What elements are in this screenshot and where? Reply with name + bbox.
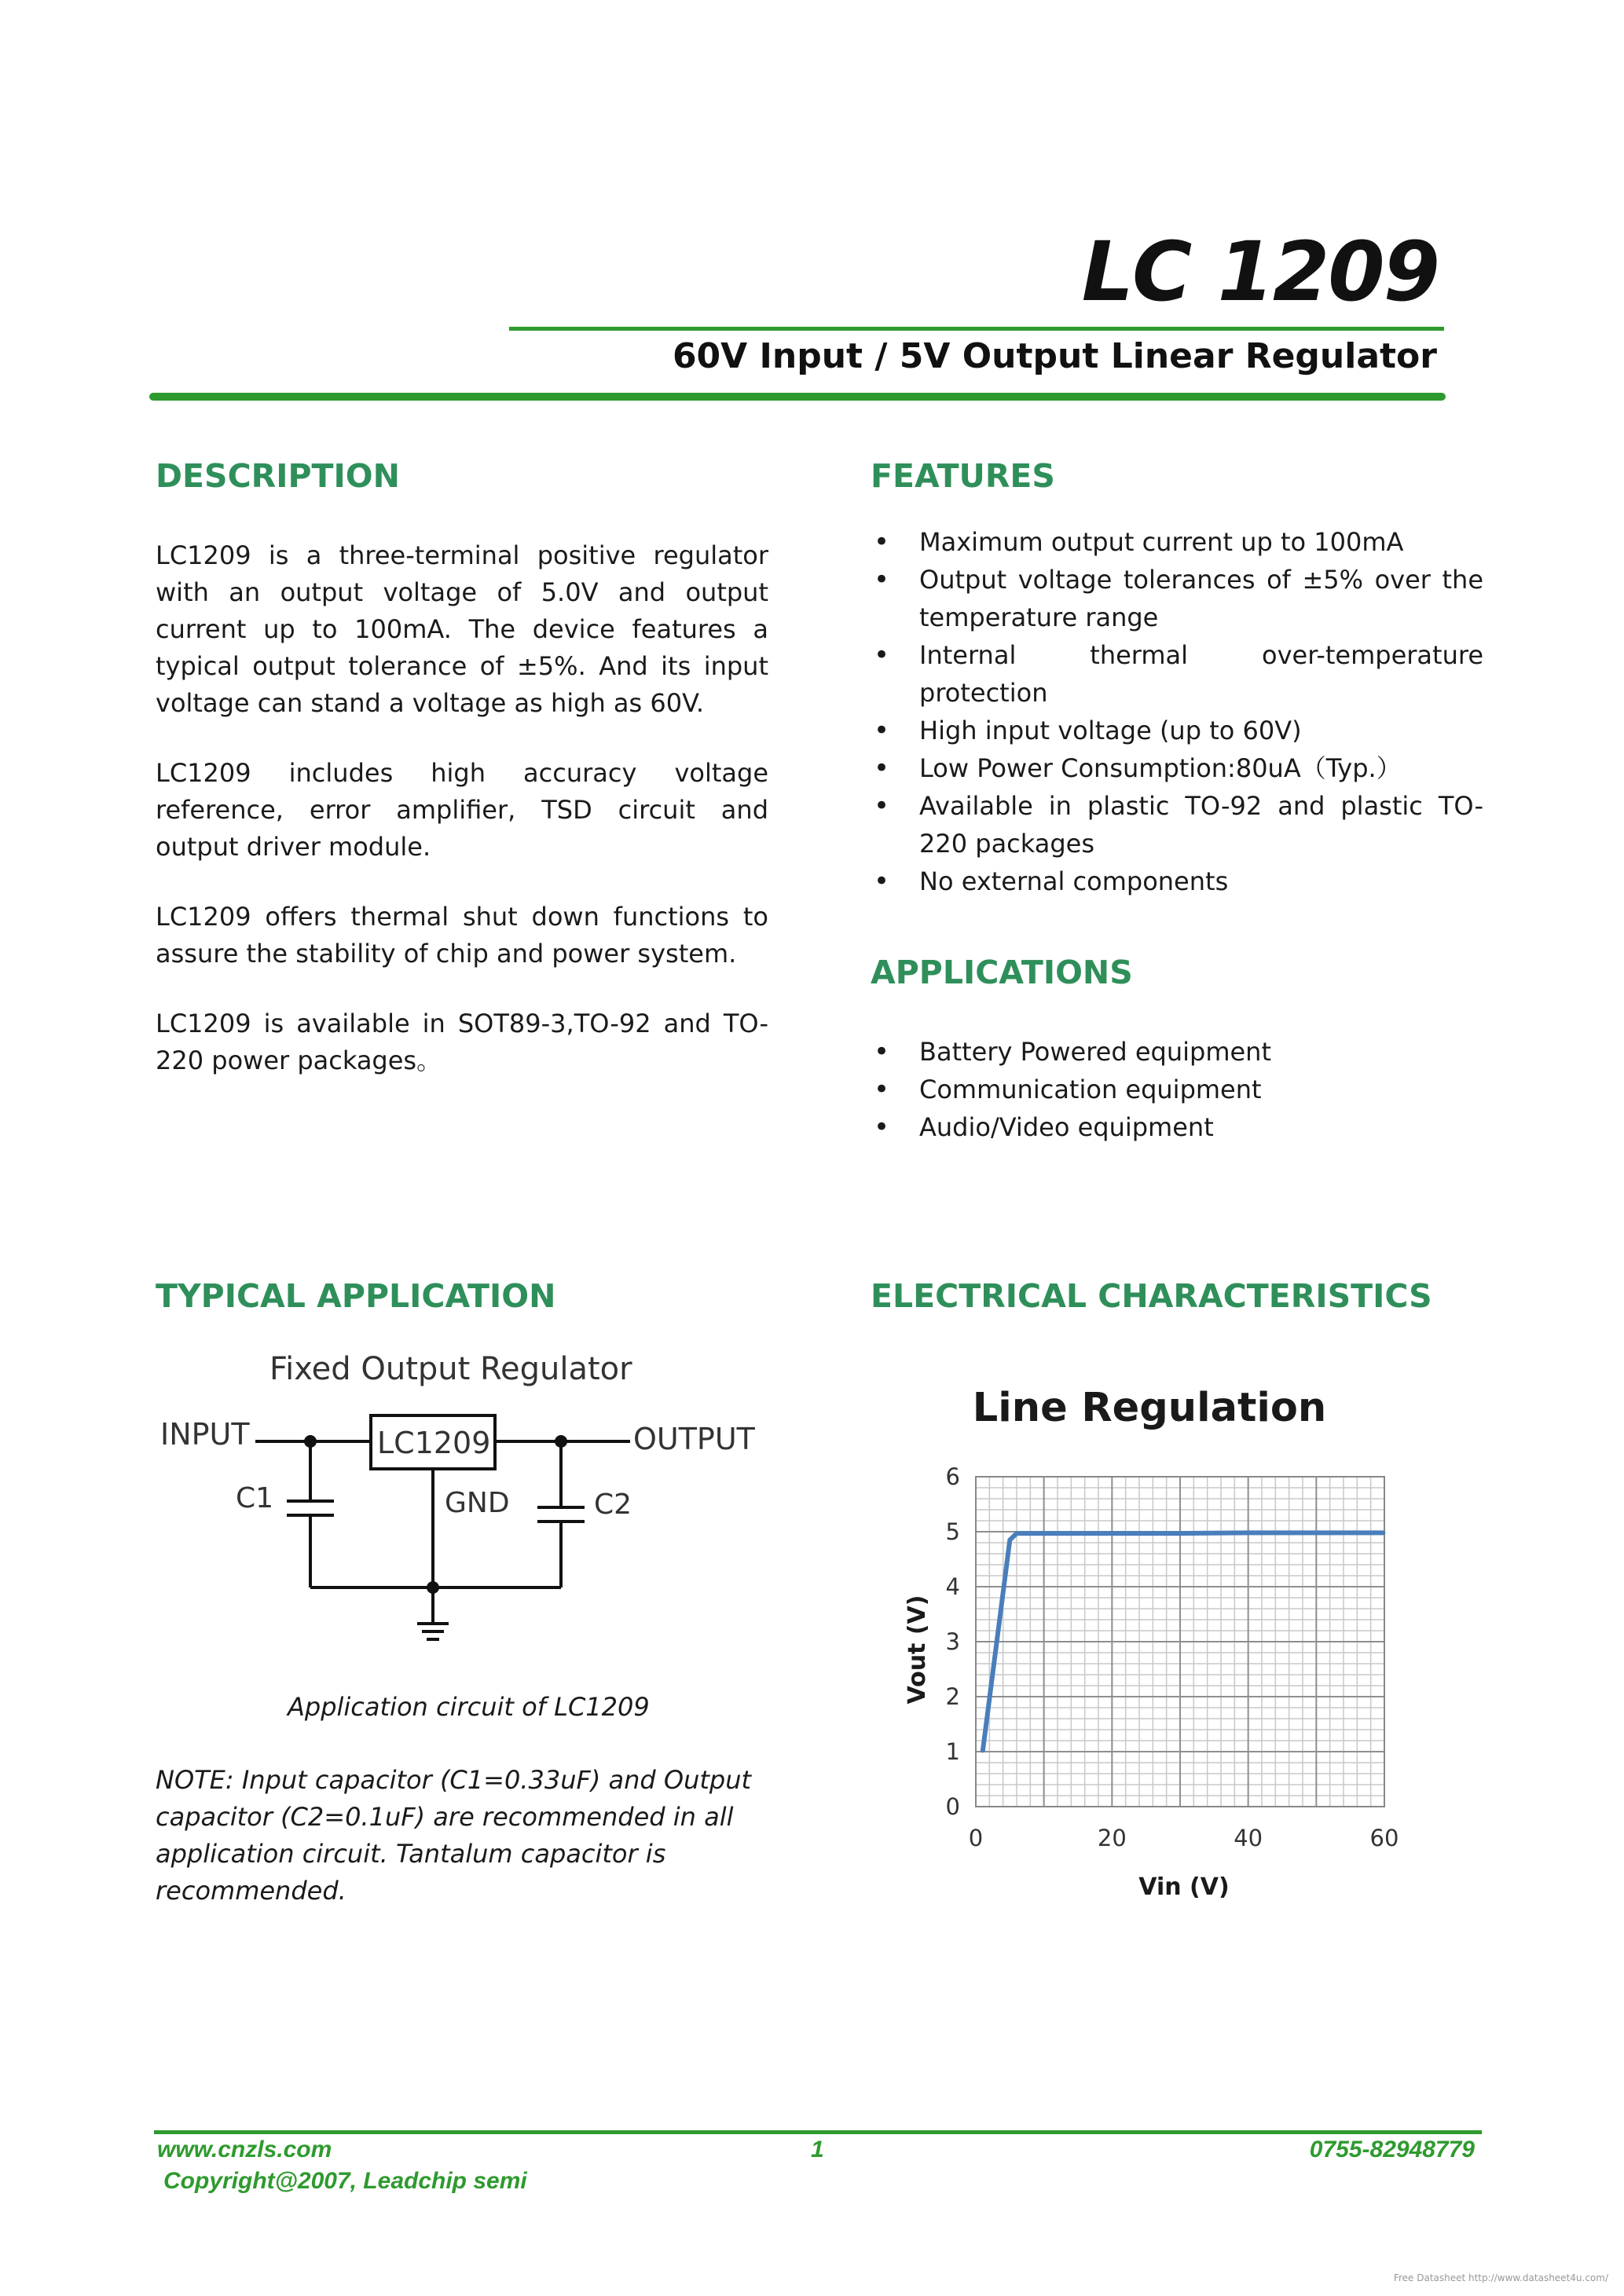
input-label: INPUT <box>160 1417 250 1452</box>
features-heading: FEATURES <box>871 457 1055 495</box>
electrical-characteristics-heading: ELECTRICAL CHARACTERISTICS <box>871 1277 1432 1315</box>
circuit-title: Fixed Output Regulator <box>269 1351 632 1387</box>
circuit-caption: Application circuit of LC1209 <box>288 1692 650 1722</box>
gnd-label: GND <box>445 1487 510 1519</box>
features-list <box>871 523 1483 900</box>
chart-y-axis-label: Vout (V) <box>904 1595 931 1705</box>
list-item: • Output voltage tolerances of ±5% over the temperature range <box>871 561 1483 636</box>
list-item: • Audio/Video equipment <box>871 1108 1483 1146</box>
list-item: • High input voltage (up to 60V) <box>871 712 1483 749</box>
footer-divider <box>154 2130 1482 2134</box>
x-tick-label: 0 <box>968 1825 984 1851</box>
description-paragraph: LC1209 is a three-terminal positive regulator with an output voltage of 5.0V and output current up to 100mA. The device features a typical output tolerance of ±5%. And its input voltage can stand a voltage as high as 60V. <box>156 540 768 718</box>
document-subtitle: 60V Input / 5V Output Linear Regulator <box>672 336 1437 376</box>
x-tick-label: 20 <box>1097 1825 1127 1851</box>
y-tick-label: 6 <box>945 1463 960 1490</box>
line-regulation-chart <box>880 1367 1430 1917</box>
footer-watermark: Free Datasheet http://www.datasheet4u.com/ <box>1393 2272 1608 2283</box>
list-item: • Battery Powered equipment <box>871 1033 1483 1071</box>
chart-data-point <box>1016 1532 1018 1535</box>
footer-phone: 0755-82948779 <box>1309 2137 1475 2162</box>
output-label: OUTPUT <box>633 1422 755 1456</box>
footer-page-number: 1 <box>811 2137 824 2162</box>
chart-grid <box>976 1477 1384 1807</box>
y-tick-label: 5 <box>945 1518 960 1545</box>
footer-copyright: Copyright@2007, Leadchip semi <box>163 2168 527 2194</box>
title-divider <box>509 327 1444 331</box>
applications-list <box>871 1033 1483 1146</box>
chart-data-point <box>1043 1532 1045 1535</box>
chart-data-point <box>1111 1532 1113 1535</box>
applications-heading: APPLICATIONS <box>871 954 1133 991</box>
list-item: • No external components <box>871 862 1483 900</box>
y-tick-label: 4 <box>945 1573 960 1600</box>
y-tick-label: 2 <box>945 1683 960 1710</box>
x-tick-label: 60 <box>1369 1825 1399 1851</box>
list-item: • Low Power Consumption:80uA（Typ.） <box>871 749 1483 787</box>
chart-title: Line Regulation <box>972 1385 1327 1431</box>
y-tick-label: 1 <box>945 1738 960 1765</box>
chip-label: LC1209 <box>377 1426 491 1460</box>
description-paragraph: LC1209 offers thermal shut down functions to assure the stability of chip and power system. <box>156 902 768 969</box>
list-item: • Available in plastic TO-92 and plastic TO-220 packages <box>871 787 1483 862</box>
c1-label: C1 <box>236 1482 274 1514</box>
circuit-note: NOTE: Input capacitor (C1=0.33uF) and Output capacitor (C2=0.1uF) are recommended in all application circuit. Tantalum capacitor is recommended. <box>156 1765 752 1906</box>
description-paragraph: LC1209 includes high accuracy voltage reference, error amplifier, TSD circuit and output driver module. <box>156 758 768 862</box>
circuit-wires <box>255 1441 630 1639</box>
y-tick-label: 0 <box>945 1793 960 1820</box>
chart-data-point <box>1009 1539 1011 1541</box>
typical-application-heading: TYPICAL APPLICATION <box>156 1277 556 1315</box>
application-circuit-diagram <box>149 1347 778 1661</box>
c2-label: C2 <box>594 1489 632 1521</box>
list-item: • Communication equipment <box>871 1071 1483 1108</box>
description-body <box>156 537 768 1079</box>
description-paragraph: LC1209 is available in SOT89-3,TO-92 and TO-220 power packages。 <box>156 1009 768 1075</box>
document-title: LC 1209 <box>1081 224 1439 320</box>
chart-data-point <box>1247 1532 1249 1534</box>
y-tick-label: 3 <box>945 1628 960 1655</box>
list-item: • Internal thermal over-temperature protection <box>871 636 1483 712</box>
x-tick-label: 40 <box>1234 1825 1263 1851</box>
list-item: • Maximum output current up to 100mA <box>871 523 1483 561</box>
subtitle-divider <box>149 393 1446 401</box>
chart-x-axis-label: Vin (V) <box>1138 1873 1230 1901</box>
description-heading: DESCRIPTION <box>156 457 400 495</box>
chart-data-point <box>1179 1532 1182 1535</box>
chart-data-point <box>1315 1532 1318 1534</box>
chart-data-point <box>1384 1532 1386 1534</box>
chart-data-point <box>981 1751 984 1753</box>
footer-website[interactable]: www.cnzls.com <box>157 2137 332 2162</box>
